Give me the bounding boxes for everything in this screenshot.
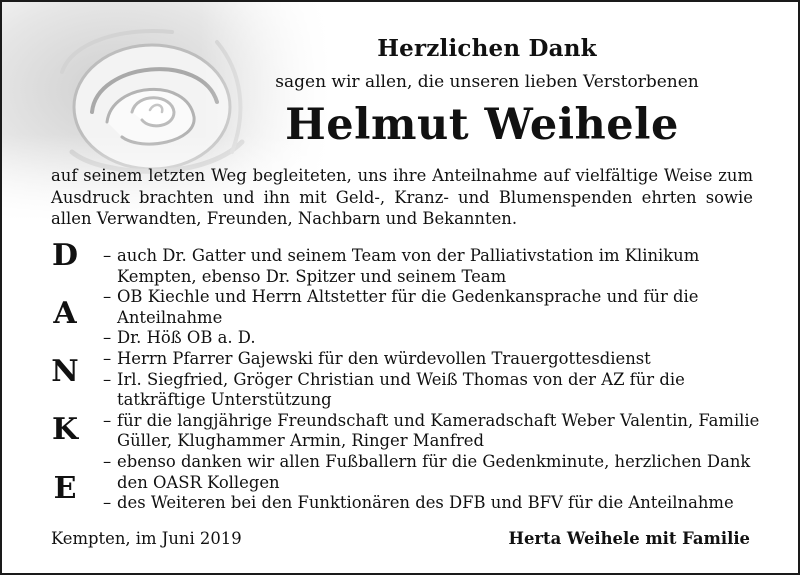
list-item — [103, 349, 763, 370]
list-item-text: für die langjährige Freundschaft und Kameradschaft Weber Valentin, Familie Güller, Klughammer Armin, Ringer Manfred — [117, 410, 760, 451]
dash: – — [103, 287, 112, 307]
list-item-text: Dr. Höß OB a. D. — [117, 328, 256, 348]
dash: – — [103, 369, 112, 389]
signature: Herta Weihele mit Familie — [508, 529, 750, 548]
dash: – — [103, 493, 112, 513]
danke-letter: E — [53, 471, 77, 506]
list-item-text: OB Kiechle und Herrn Altstetter für die Gedenkansprache und für die Anteilnahme — [117, 287, 699, 327]
dash: – — [103, 246, 112, 265]
list-item — [103, 452, 763, 493]
deceased-name: Helmut Weihele — [285, 100, 679, 150]
list-item — [103, 246, 763, 287]
danke-letter: A — [53, 296, 77, 331]
thanks-list — [103, 246, 763, 514]
list-item-text: Irl. Siegfried, Gröger Christian und Weiß Thomas von der AZ für die tatkräftige Unterstützung — [117, 369, 685, 410]
danke-letter: N — [51, 354, 79, 389]
list-item — [103, 370, 763, 411]
list-item-text: Herrn Pfarrer Gajewski für den würdevollen Trauergottesdienst — [117, 348, 651, 368]
notice-title: Herzlichen Dank — [377, 35, 597, 62]
list-item — [103, 493, 763, 514]
notice-subtitle: sagen wir allen, die unseren lieben Verstorbenen — [275, 72, 699, 92]
intro-paragraph: auf seinem letzten Weg begleiteten, uns ihre Anteilnahme auf vielfältige Weise zum Ausdruck brachten und ihn mit Geld-, Kranz- und Blumenspenden ehrten sowie allen Verwandten, Freunden, Nachbarn und Bekannten. — [51, 166, 753, 228]
dash: – — [103, 451, 112, 471]
dash: – — [103, 328, 112, 348]
list-item-text: ebenso danken wir allen Fußballern für die Gedenkminute, herzlichen Dank den OASR Kollegen — [117, 451, 751, 492]
dash: – — [103, 348, 112, 368]
list-item — [103, 328, 763, 349]
danke-letter: D — [51, 238, 78, 273]
list-item-text: des Weiteren bei den Funktionären des DFB und BFV für die Anteilnahme — [117, 493, 734, 513]
list-item-text: auch Dr. Gatter und seinem Team von der Palliativstation im Klinikum Kempten, ebenso Dr. Spitzer und seinem Team — [117, 246, 700, 286]
list-item — [103, 411, 763, 452]
dash: – — [103, 410, 112, 430]
list-item — [103, 287, 763, 328]
danke-letter: K — [51, 412, 79, 447]
place-date: Kempten, im Juni 2019 — [51, 529, 242, 548]
